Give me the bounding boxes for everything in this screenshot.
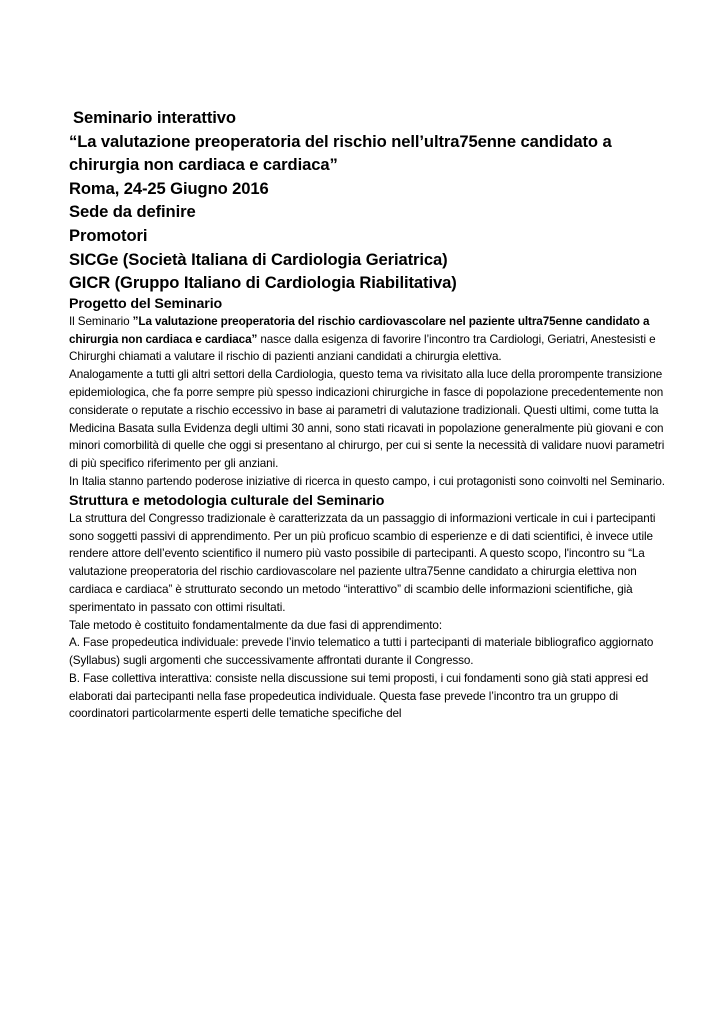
seminar-title-line-1: “La valutazione preoperatoria del rischio nell’ultra75enne candidato a: [69, 131, 612, 151]
progetto-p1-rest: nasce dalla esigenza di favorire l’incontro tra Cardiologi, Geriatri, Anestesisti e Chirurghi chiamati a valutare il rischio di pazienti anziani candidati a chirurgia elettiva.: [69, 332, 656, 364]
seminar-type: Seminario interattivo: [73, 108, 236, 127]
date-place: Roma, 24-25 Giugno 2016: [69, 178, 269, 198]
promoter-sicge: SICGe (Società Italiana di Cardiologia Geriatrica): [69, 249, 448, 269]
progetto-heading: Progetto del Seminario: [69, 295, 223, 312]
progetto-p1-prefix: Il Seminario: [69, 314, 133, 328]
struttura-paragraph-1: La struttura del Congresso tradizionale è caratterizzata da un passaggio di informazioni verticale in cui i partecipanti sono soggetti passivi di apprendimento. Per un più proficuo scambio di esperienze e di dati scientifici, è invece utile rendere attore dell’evento scientifico il numero più vasto possibile di partecipanti. A questo scopo, l'incontro su “La valutazione preoperatoria del rischio cardiovascolare nel paziente ultra75enne candidato a chirurgia elettiva non cardiaca e cardiaca” è strutturato secondo un metodo “interattivo” di scambio delle informazioni scientifiche, già sperimentato in passato con ottimi risultati.: [69, 511, 656, 614]
progetto-paragraph-3: In Italia stanno partendo poderose iniziative di ricerca in questo campo, i cui protagonisti sono coinvolti nel Seminario.: [69, 474, 665, 488]
document-page: [69, 106, 669, 723]
venue: Sede da definire: [69, 202, 196, 222]
progetto-paragraph-2: Analogamente a tutti gli altri settori della Cardiologia, questo tema va rivisitato alla luce della prorompente transizione epidemiologica, che fa porre sempre più spesso indicazioni chirurgiche in fasce di popolazione precedentemente non considerate o reputate a rischio eccessivo in base ai parametri di valutazione tradizionali. Questi ultimi, come tutta la Medicina Basata sulla Evidenza degli ultimi 30 anni, sono stati ricavati in popolazione generalmente più giovani e con minori comorbilità di quelle che oggi si presentano al chirurgo, per cui si sente la necessità di validare nuovi parametri di più specifico riferimento per gli anziani.: [69, 368, 665, 471]
progetto-p1-bold: ”La valutazione preoperatoria del rischio cardiovascolare nel paziente ultra75enne candidato a chirurgia non cardiaca e cardiaca”: [69, 314, 650, 346]
struttura-paragraph-3: A. Fase propedeutica individuale: prevede l’invio telematico a tutti i partecipanti di materiale bibliografico aggiornato (Syllabus) sugli argomenti che successivamente affrontati durante il Congresso.: [69, 636, 654, 668]
promoters-label: Promotori: [69, 225, 148, 245]
seminar-title-line-2: chirurgia non cardiaca e cardiaca”: [69, 155, 338, 175]
struttura-heading: Struttura e metodologia culturale del Seminario: [69, 492, 385, 509]
struttura-paragraph-2: Tale metodo è costituito fondamentalmente da due fasi di apprendimento:: [69, 618, 442, 632]
promoter-gicr: GICR (Gruppo Italiano di Cardiologia Riabilitativa): [69, 273, 457, 293]
struttura-paragraph-4: B. Fase collettiva interattiva: consiste nella discussione sui temi proposti, i cui fondamenti sono già stati appresi ed elaborati dai partecipanti nella fase propedeutica individuale. Questa fase prevede l’incontro tra un gruppo di coordinatori particolarmente esperti delle tematiche specifiche del: [69, 671, 649, 721]
progetto-paragraph-1: [69, 313, 669, 366]
